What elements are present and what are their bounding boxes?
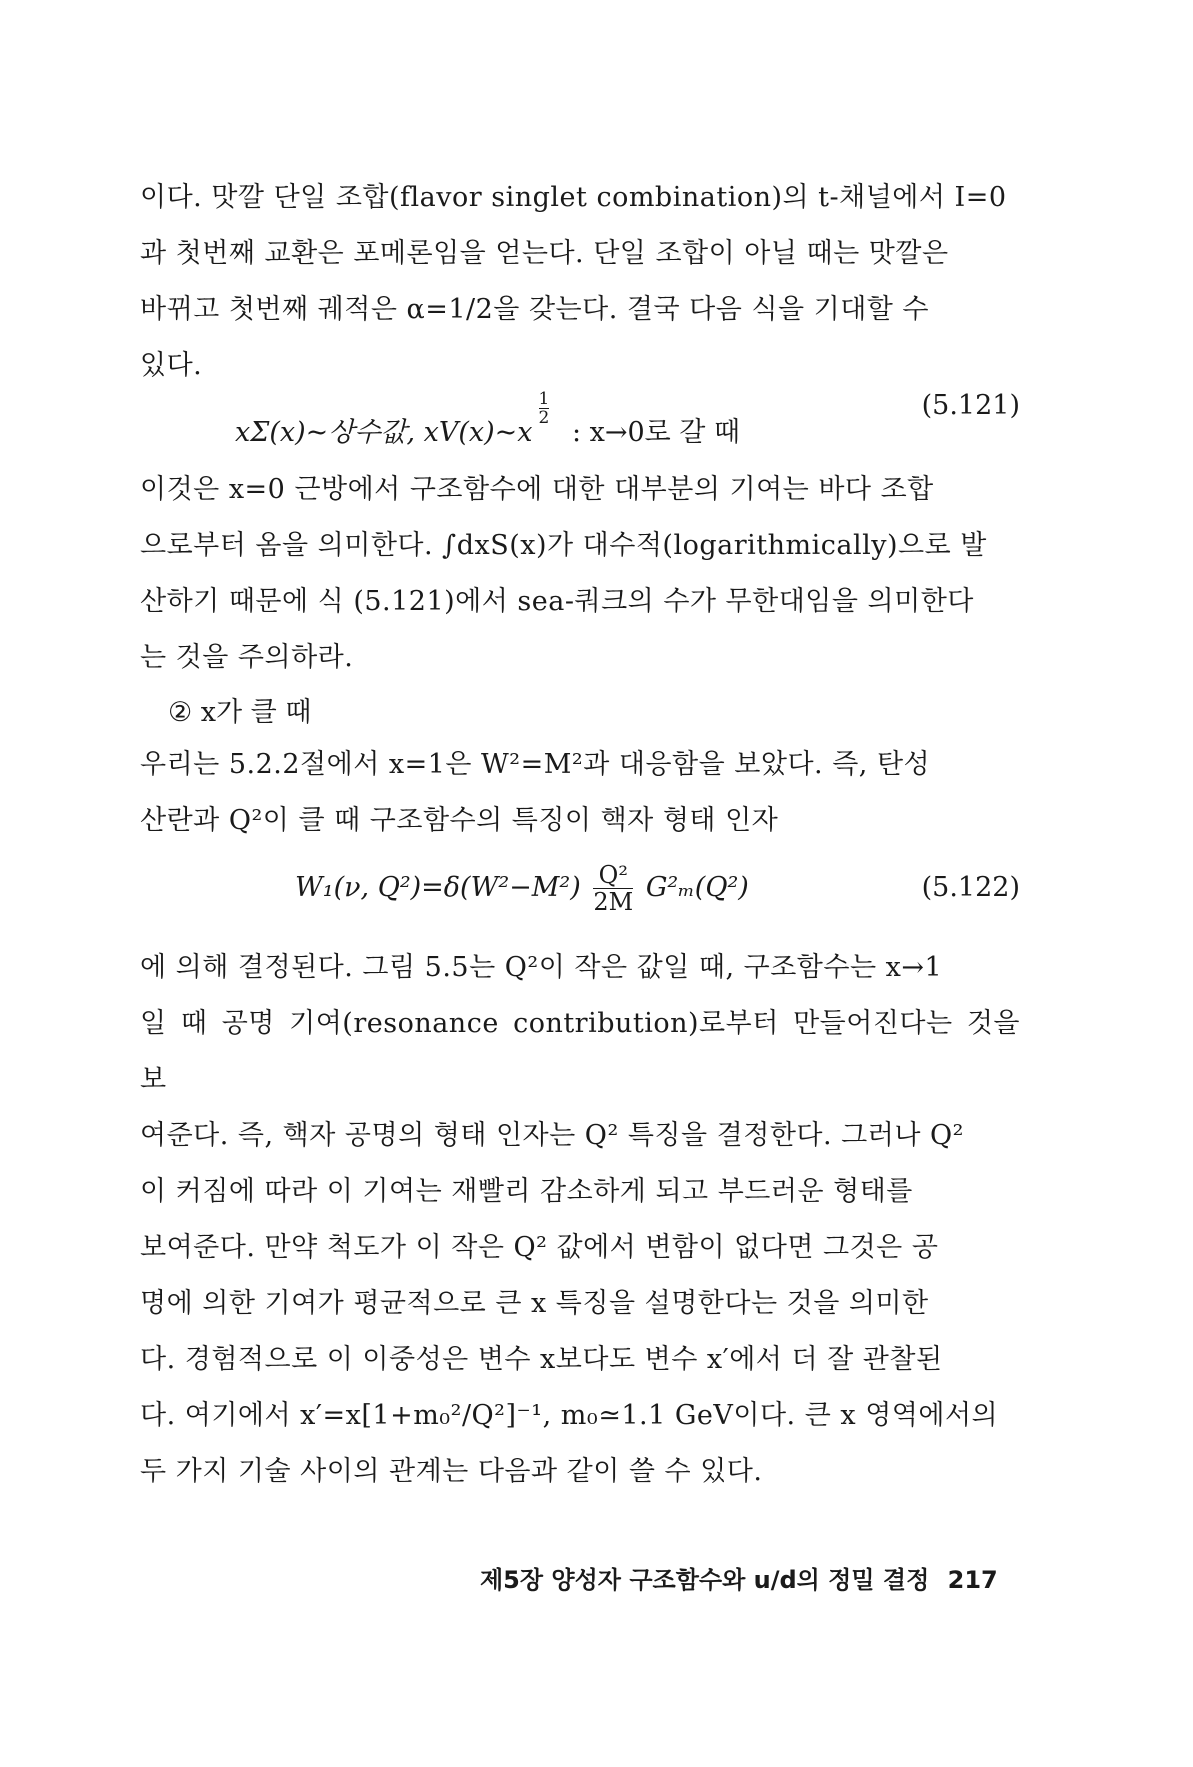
equation-fraction — [593, 862, 633, 915]
text-line: 바뀌고 첫번째 궤적은 α=1/2을 갖는다. 결국 다음 식을 기대할 수 — [140, 294, 930, 325]
text-line: 다. 여기에서 x′=x[1+m₀²/Q²]⁻¹, m₀≃1.1 GeV이다. 큰 x 영역에서의 — [140, 1400, 999, 1431]
subsection-heading: ② x가 클 때 — [168, 697, 312, 728]
equation-number: (5.121) — [921, 390, 1020, 421]
paragraph-3 — [140, 737, 1020, 849]
equation-right: G²ₘ(Q²) — [645, 872, 749, 903]
fraction-numerator: Q² — [593, 862, 633, 889]
text-line: 이 커짐에 따라 이 기여는 재빨리 감소하게 되고 부드러운 형태를 — [140, 1176, 913, 1207]
equation-5-121 — [140, 380, 1020, 448]
fraction-denominator: 2M — [593, 888, 634, 916]
equation-left: W₁(ν, Q²)=δ(W²−M²) — [295, 872, 581, 903]
equation-number: (5.122) — [921, 872, 1020, 903]
text-line: 산하기 때문에 식 (5.121)에서 sea-쿼크의 수가 무한대임을 의미한다 — [140, 586, 974, 617]
text-line: 보여준다. 만약 척도가 이 작은 Q² 값에서 변함이 없다면 그것은 공 — [140, 1232, 939, 1263]
exponent-fraction — [539, 390, 550, 427]
text-line: 두 가지 기술 사이의 관계는 다음과 같이 쓸 수 있다. — [140, 1456, 763, 1487]
text-line: 산란과 Q²이 클 때 구조함수의 특징이 핵자 형태 인자 — [140, 805, 779, 836]
equation-right: : x→0로 갈 때 — [571, 417, 741, 448]
paragraph-1 — [140, 170, 1020, 394]
text-line: 이다. 맛깔 단일 조합(flavor singlet combination)의 t-채널에서 I=0 — [140, 182, 1007, 213]
text-line: 이것은 x=0 근방에서 구조함수에 대한 대부분의 기여는 바다 조합 — [140, 474, 934, 505]
text-line: 여준다. 즉, 핵자 공명의 형태 인자는 Q² 특징을 결정한다. 그러나 Q² — [140, 1120, 964, 1151]
text-line: 에 의해 결정된다. 그림 5.5는 Q²이 작은 값일 때, 구조함수는 x→1 — [140, 952, 943, 983]
paragraph-4 — [140, 940, 1020, 1500]
text-line: 명에 의한 기여가 평균적으로 큰 x 특징을 설명한다는 것을 의미한 — [140, 1288, 929, 1319]
text-line: 우리는 5.2.2절에서 x=1은 W²=M²과 대응함을 보았다. 즉, 탄성 — [140, 749, 931, 780]
page-number: 217 — [947, 1566, 998, 1594]
text-line: 있다. — [140, 350, 203, 381]
text-line: 다. 경험적으로 이 이중성은 변수 x보다도 변수 x′에서 더 잘 관찰된 — [140, 1344, 943, 1375]
page-footer — [470, 1560, 998, 1595]
chapter-title: 제5장 양성자 구조함수와 u/d의 정밀 결정 — [480, 1566, 930, 1594]
exponent-denominator: 2 — [538, 408, 550, 428]
text-line: 는 것을 주의하라. — [140, 642, 354, 673]
equation-left: xΣ(x)~상수값, xV(x)~x — [235, 417, 533, 448]
text-line: 일 때 공명 기여(resonance contribution)로부터 만들어진다는 것을 보 — [140, 1008, 1020, 1095]
paragraph-2 — [140, 462, 1020, 686]
equation-5-122 — [140, 862, 1020, 922]
text-line: 으로부터 옴을 의미한다. ∫dxS(x)가 대수적(logarithmically)으로 발 — [140, 530, 987, 561]
exponent-numerator: 1 — [538, 389, 550, 409]
text-line: 과 첫번째 교환은 포메론임을 얻는다. 단일 조합이 아닐 때는 맛깔은 — [140, 238, 949, 269]
